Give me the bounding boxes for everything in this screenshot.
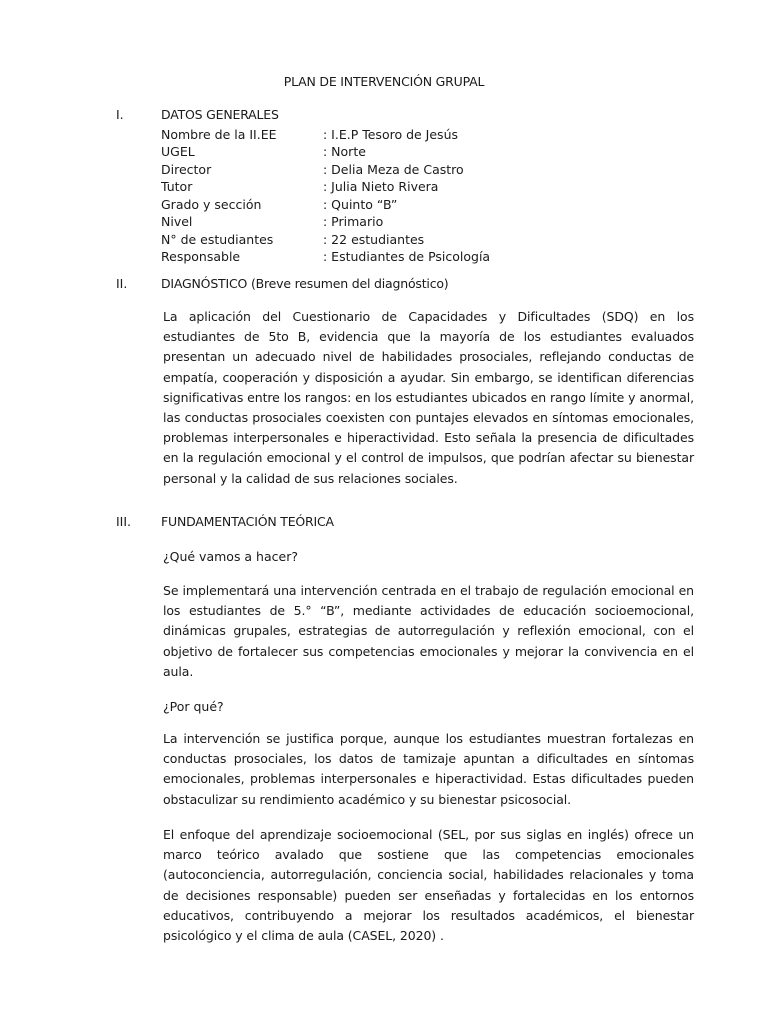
section-2-heading: DIAGNÓSTICO	[161, 276, 248, 291]
field-label: Grado y sección	[161, 197, 262, 212]
field-value: : 22 estudiantes	[323, 232, 425, 247]
field-label: Tutor	[161, 179, 193, 194]
field-value: : Julia Nieto Rivera	[323, 179, 439, 194]
field-label: Director	[161, 162, 212, 177]
section-3-heading: FUNDAMENTACIÓN TEÓRICA	[161, 514, 334, 529]
section-2-note: (Breve resumen del diagnóstico)	[250, 276, 449, 291]
why-paragraph-2: El enfoque del aprendizaje socioemocional (SEL, por sus siglas en inglés) ofrece un marco teórico avalado que sostiene que las competencias emocionales (autoconciencia, autorregulación, conciencia social, habilidades relacionales y toma de decisiones responsable) pueden ser enseñadas y fortalecidas en los entornos educativos, contribuyendo a mejorar los resultados académicos, el bienestar psicológico y el clima de aula (CASEL, 2020) .	[163, 827, 694, 944]
what-subheading: ¿Qué vamos a hacer?	[163, 549, 298, 564]
section-2-number: II.	[116, 276, 128, 291]
field-value: : Estudiantes de Psicología	[323, 249, 491, 264]
diagnosis-paragraph: La aplicación del Cuestionario de Capacidades y Dificultades (SDQ) en los estudiantes de 5to B, evidencia que la mayoría de los estudiantes evaluados presentan un adecuado nivel de habilidades prosociales, reflejando conductas de empatía, cooperación y disposición a ayudar. Sin embargo, se identifican diferencias significativas entre los rangos: en los estudiantes ubicados en rango límite y anormal, las conductas prosociales coexisten con puntajes elevados en síntomas emocionales, problemas interpersonales e hiperactividad. Esto señala la presencia de dificultades en la regulación emocional y el control de impulsos, que podrían afectar su bienestar personal y la calidad de sus relaciones sociales.	[163, 309, 694, 486]
field-label: Responsable	[161, 249, 241, 264]
field-label: Nivel	[161, 214, 193, 229]
what-paragraph: Se implementará una intervención centrada en el trabajo de regulación emocional en los estudiantes de 5.° “B”, mediante actividades de educación socioemocional, dinámicas grupales, estrategias de autorregulación y reflexión emocional, con el objetivo de fortalecer sus competencias emocionales y mejorar la convivencia en el aula.	[163, 583, 694, 679]
section-2-heading-wrap	[161, 276, 449, 291]
document-title: PLAN DE INTERVENCIÓN GRUPAL	[283, 74, 485, 89]
field-label: N° de estudiantes	[161, 232, 274, 247]
field-label: Nombre de la II.EE	[161, 127, 277, 142]
why-subheading: ¿Por qué?	[163, 699, 224, 714]
field-value: : Quinto “B”	[323, 197, 398, 212]
section-3-number: III.	[116, 514, 132, 529]
field-value: : I.E.P Tesoro de Jesús	[323, 127, 458, 142]
field-value: : Delia Meza de Castro	[323, 162, 464, 177]
why-paragraph-1: La intervención se justifica porque, aunque los estudiantes muestran fortalezas en conductas prosociales, los datos de tamizaje apuntan a dificultades en síntomas emocionales, problemas interpersonales e hiperactividad. Estas dificultades pueden obstaculizar su rendimiento académico y su bienestar psicosocial.	[163, 731, 694, 807]
field-value: : Norte	[323, 144, 366, 159]
section-1-heading: DATOS GENERALES	[161, 107, 279, 122]
section-1-number: I.	[116, 107, 124, 122]
field-label: UGEL	[161, 144, 195, 159]
field-value: : Primario	[323, 214, 384, 229]
